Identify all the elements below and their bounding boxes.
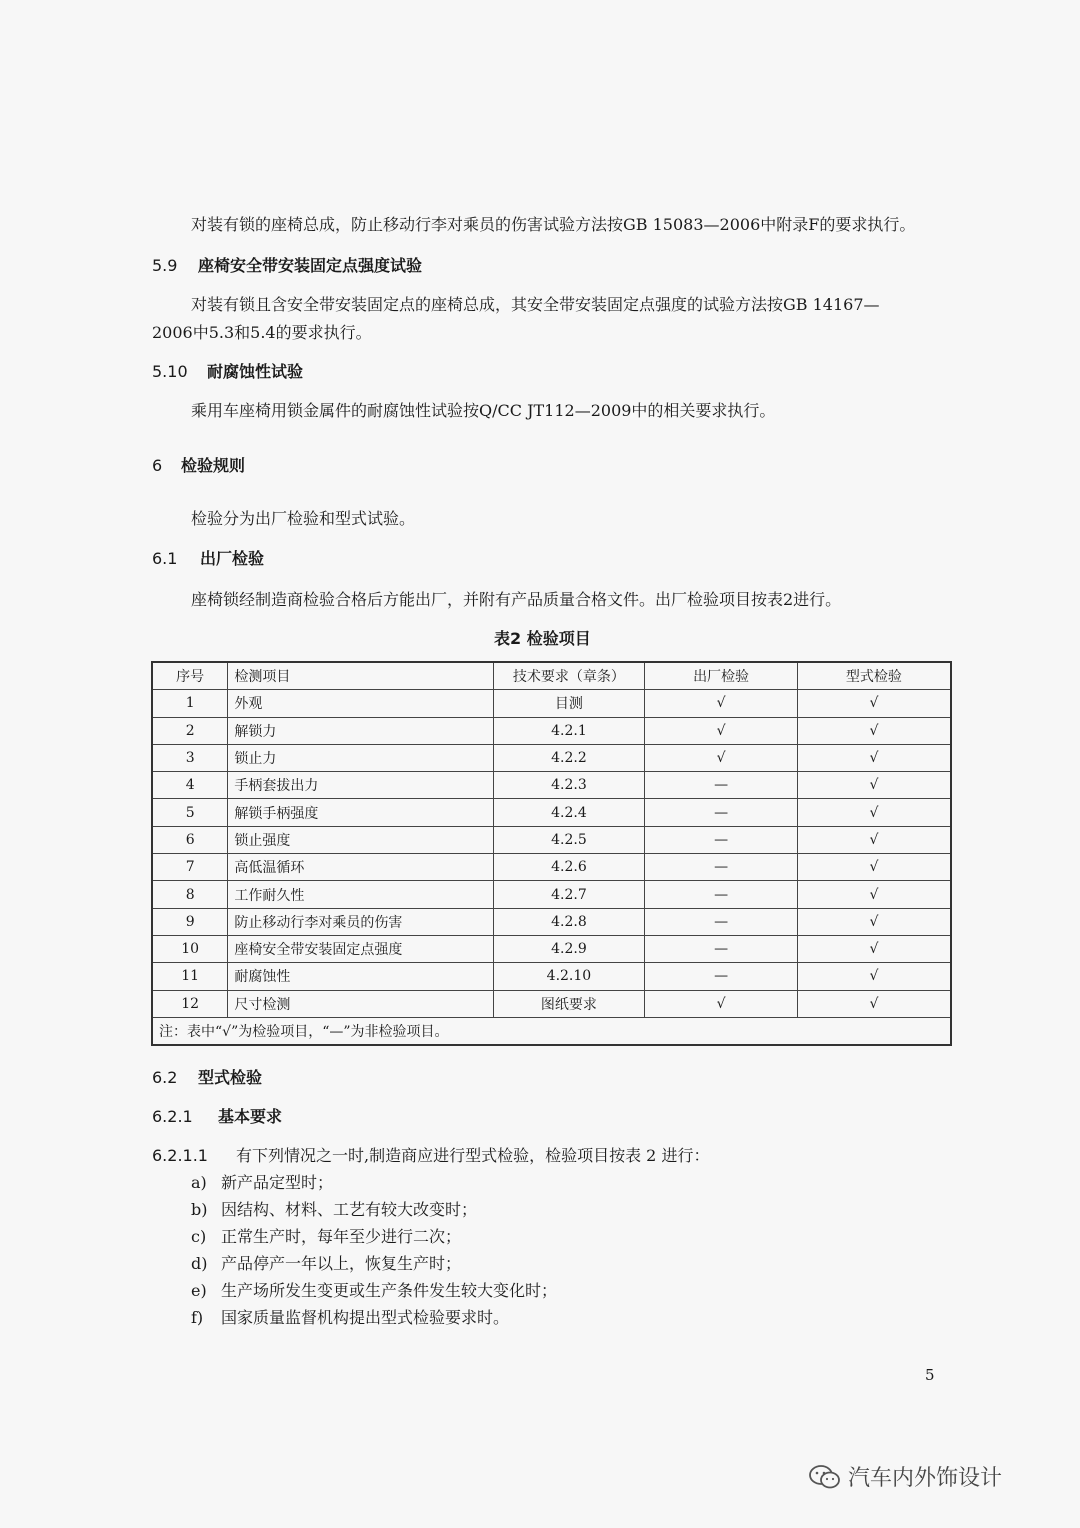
table-row	[152, 826, 951, 853]
wechat-icon	[808, 1464, 842, 1490]
list-marker: a)	[191, 1173, 207, 1192]
cell-seq: 12	[152, 990, 228, 1017]
cell-tech-req: 4.2.5	[493, 826, 645, 853]
cell-tech-req: 4.2.4	[493, 799, 645, 826]
cell-item: 座椅安全带安装固定点强度	[228, 935, 493, 962]
cell-tech-req: 4.2.3	[493, 772, 645, 799]
section-number: 5.10	[152, 362, 188, 381]
section-number: 5.9	[152, 256, 178, 275]
section-number: 6.2.1.1	[152, 1146, 208, 1165]
cell-tech-req: 4.2.6	[493, 854, 645, 881]
cell-seq: 1	[152, 690, 228, 717]
list-item	[191, 1251, 461, 1274]
table-row	[152, 935, 951, 962]
list-text: 产品停产一年以上，恢复生产时；	[221, 1254, 462, 1273]
cell-seq: 6	[152, 826, 228, 853]
cell-factory-inspection: —	[645, 772, 798, 799]
section-text: 有下列情况之一时,制造商应进行型式检验，检验项目按表 2 进行：	[236, 1146, 710, 1165]
section-6-1-heading	[152, 546, 264, 569]
cell-factory-inspection: —	[645, 908, 798, 935]
intro-paragraph: 对装有锁的座椅总成，防止移动行李对乘员的伤害试验方法按GB 15083—2006中附录F的要求执行。	[191, 215, 916, 234]
section-number: 6.2.1	[152, 1107, 193, 1126]
list-marker: d)	[191, 1254, 208, 1273]
section-5-9-heading	[152, 253, 422, 276]
cell-tech-req: 图纸要求	[493, 990, 645, 1017]
cell-seq: 9	[152, 908, 228, 935]
cell-item: 尺寸检测	[228, 990, 493, 1017]
cell-seq: 3	[152, 744, 228, 771]
list-marker: e)	[191, 1281, 207, 1300]
list-text: 因结构、材料、工艺有较大改变时；	[221, 1200, 478, 1219]
section-5-9-paragraph-line2: 2006中5.3和5.4的要求执行。	[152, 323, 372, 342]
list-item	[191, 1278, 557, 1301]
cell-type-inspection: √	[797, 690, 951, 717]
list-text: 生产场所发生变更或生产条件发生较大变化时；	[221, 1281, 558, 1300]
section-6-1-paragraph: 座椅锁经制造商检验合格后方能出厂，并附有产品质量合格文件。出厂检验项目按表2进行。	[191, 590, 842, 609]
cell-factory-inspection: —	[645, 963, 798, 990]
section-5-10-paragraph: 乘用车座椅用锁金属件的耐腐蚀性试验按Q/CC JT112—2009中的相关要求执行。	[191, 401, 776, 420]
list-marker: c)	[191, 1227, 207, 1246]
section-6-paragraph: 检验分为出厂检验和型式试验。	[191, 509, 416, 528]
cell-type-inspection: √	[797, 908, 951, 935]
list-marker: b)	[191, 1200, 208, 1219]
section-title: 型式检验	[198, 1068, 263, 1087]
section-number: 6.1	[152, 549, 178, 568]
cell-factory-inspection: —	[645, 799, 798, 826]
cell-tech-req: 4.2.2	[493, 744, 645, 771]
section-number: 6	[152, 456, 163, 475]
cell-seq: 11	[152, 963, 228, 990]
cell-item: 锁止强度	[228, 826, 493, 853]
table-row	[152, 717, 951, 744]
cell-tech-req: 4.2.9	[493, 935, 645, 962]
list-item	[191, 1170, 333, 1193]
section-6-2-1-heading	[152, 1104, 282, 1127]
list-item	[191, 1224, 461, 1247]
inspection-table	[151, 661, 952, 1046]
cell-item: 锁止力	[228, 744, 493, 771]
header-factory-inspection: 出厂检验	[645, 662, 798, 690]
table-row	[152, 963, 951, 990]
list-marker: f)	[191, 1308, 204, 1327]
header-seq: 序号	[152, 662, 228, 690]
cell-factory-inspection: √	[645, 744, 798, 771]
section-title: 出厂检验	[200, 549, 265, 568]
table-header-row	[152, 662, 951, 690]
section-title: 基本要求	[218, 1107, 283, 1126]
cell-item: 工作耐久性	[228, 881, 493, 908]
table-row	[152, 990, 951, 1017]
cell-tech-req: 4.2.8	[493, 908, 645, 935]
cell-seq: 10	[152, 935, 228, 962]
cell-factory-inspection: √	[645, 690, 798, 717]
section-5-9-paragraph-line1: 对装有锁且含安全带安装固定点的座椅总成，其安全带安装固定点强度的试验方法按GB 14167—	[191, 295, 880, 314]
cell-tech-req: 4.2.1	[493, 717, 645, 744]
table-row	[152, 881, 951, 908]
cell-type-inspection: √	[797, 854, 951, 881]
cell-factory-inspection: —	[645, 881, 798, 908]
section-6-heading	[152, 453, 245, 476]
cell-seq: 7	[152, 854, 228, 881]
list-item	[191, 1197, 477, 1220]
header-item: 检测项目	[228, 662, 493, 690]
cell-tech-req: 4.2.10	[493, 963, 645, 990]
list-text: 国家质量监督机构提出型式检验要求时。	[221, 1308, 510, 1327]
cell-item: 外观	[228, 690, 493, 717]
cell-item: 高低温循环	[228, 854, 493, 881]
cell-tech-req: 4.2.7	[493, 881, 645, 908]
cell-factory-inspection: —	[645, 854, 798, 881]
table-caption: 表2 检验项目	[494, 629, 591, 648]
header-tech-req: 技术要求（章条）	[493, 662, 645, 690]
section-title: 检验规则	[181, 456, 246, 475]
watermark	[808, 1461, 1002, 1492]
section-6-2-heading	[152, 1065, 262, 1088]
table-row	[152, 854, 951, 881]
table-row	[152, 690, 951, 717]
table-row	[152, 772, 951, 799]
table-row	[152, 908, 951, 935]
cell-type-inspection: √	[797, 772, 951, 799]
cell-item: 手柄套拔出力	[228, 772, 493, 799]
cell-item: 解锁手柄强度	[228, 799, 493, 826]
cell-item: 防止移动行李对乘员的伤害	[228, 908, 493, 935]
page-number: 5	[925, 1366, 935, 1384]
cell-tech-req: 目测	[493, 690, 645, 717]
section-number: 6.2	[152, 1068, 178, 1087]
list-text: 正常生产时，每年至少进行二次；	[221, 1227, 462, 1246]
cell-type-inspection: √	[797, 881, 951, 908]
table-note: 注：表中“√”为检验项目，“—”为非检验项目。	[152, 1017, 951, 1045]
table-note-row	[152, 1017, 951, 1045]
cell-seq: 2	[152, 717, 228, 744]
cell-seq: 8	[152, 881, 228, 908]
table-row	[152, 744, 951, 771]
section-title: 座椅安全带安装固定点强度试验	[198, 256, 423, 275]
table-row	[152, 799, 951, 826]
cell-item: 耐腐蚀性	[228, 963, 493, 990]
cell-type-inspection: √	[797, 963, 951, 990]
cell-type-inspection: √	[797, 799, 951, 826]
list-text: 新产品定型时；	[221, 1173, 334, 1192]
cell-type-inspection: √	[797, 717, 951, 744]
cell-seq: 5	[152, 799, 228, 826]
cell-type-inspection: √	[797, 826, 951, 853]
cell-type-inspection: √	[797, 990, 951, 1017]
cell-seq: 4	[152, 772, 228, 799]
section-title: 耐腐蚀性试验	[207, 362, 304, 381]
cell-factory-inspection: √	[645, 717, 798, 744]
cell-type-inspection: √	[797, 935, 951, 962]
cell-factory-inspection: √	[645, 990, 798, 1017]
watermark-text: 汽车内外饰设计	[848, 1466, 1003, 1491]
section-5-10-heading	[152, 359, 303, 382]
list-item	[191, 1305, 509, 1328]
section-6-2-1-1	[152, 1143, 709, 1166]
cell-type-inspection: √	[797, 744, 951, 771]
cell-factory-inspection: —	[645, 826, 798, 853]
header-type-inspection: 型式检验	[797, 662, 951, 690]
cell-factory-inspection: —	[645, 935, 798, 962]
cell-item: 解锁力	[228, 717, 493, 744]
